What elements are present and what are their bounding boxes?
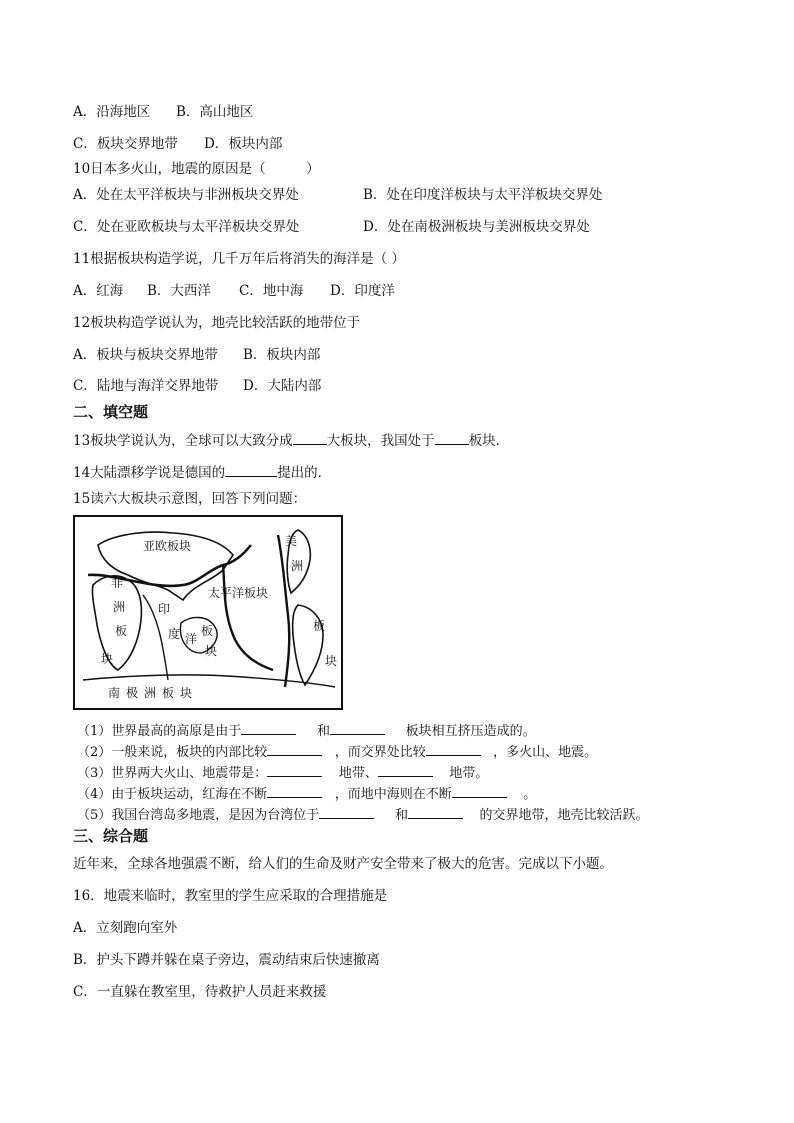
label-indian-1: 印 <box>158 602 171 616</box>
q9-option-c: C．板块交界地带 <box>73 136 178 152</box>
label-africa-1: 非 <box>111 576 124 590</box>
label-america-1: 美 <box>285 534 298 548</box>
label-africa-2: 洲 <box>113 600 126 614</box>
q12-stem: 12板块构造学说认为，地壳比较活跃的地带位于 <box>73 315 361 331</box>
label-africa-4: 块 <box>101 652 114 666</box>
q9-options-row-1 <box>73 103 253 121</box>
q10-options-row-1 <box>73 186 602 204</box>
q14-blank[interactable] <box>225 464 277 477</box>
q16-stem: 16．地震来临时，教室里的学生应采取的合理措施是 <box>73 888 388 904</box>
q10-option-b: B．处在印度洋板块与太平洋板块交界处 <box>363 187 603 203</box>
q13-text: 13板块学说认为，全球可以大致分成 大板块，我国处于 板块． <box>73 433 510 449</box>
q12-options-row-2 <box>73 377 321 395</box>
q15-sub2-blank-1[interactable] <box>267 743 322 756</box>
q11-options <box>73 282 395 300</box>
section3-intro: 近年来，全球各地强震不断，给人们的生命及财产安全带来了极大的危害。完成以下小题。 <box>73 856 613 872</box>
q16-option-c: C．一直躲在教室里，待救护人员赶来救援 <box>73 984 327 1000</box>
q15-sub3-blank-1[interactable] <box>267 764 322 777</box>
q15-sub5-blank-1[interactable] <box>319 806 374 819</box>
label-indian-3: 洋 <box>185 632 198 646</box>
label-antarctic: 南极洲板块 <box>108 686 199 700</box>
q15-sub1: （1）世界最高的高原是由于 和 板块相互挤压造成的。 <box>77 724 536 739</box>
q10-option-a: A．处在太平洋板块与非洲板块交界处 <box>73 187 299 203</box>
q15-sub5-blank-2[interactable] <box>408 806 463 819</box>
q9-option-a: A．沿海地区 <box>73 104 151 120</box>
q15-sub3: （3）世界两大火山、地震带是： 地带、 地带。 <box>77 766 489 781</box>
label-indian-4: 板 <box>201 624 214 638</box>
label-eurasia: 亚欧板块 <box>143 539 192 553</box>
q12-option-a: A．板块与板块交界地带 <box>73 347 218 363</box>
q10-stem: 10日本多火山，地震的原因是（ ） <box>73 161 320 177</box>
label-indian-2: 度 <box>168 627 181 641</box>
q12-options-row-1 <box>73 346 320 364</box>
q10-options-row-2 <box>73 218 590 236</box>
q15-sub4-blank-1[interactable] <box>267 785 322 798</box>
q10-option-d: D．处在南极洲板块与美洲板块交界处 <box>363 219 590 235</box>
q15-sub4: （4）由于板块运动，红海在不断 ，而地中海则在不断 。 <box>77 787 537 802</box>
q9-option-b: B．高山地区 <box>176 104 254 120</box>
plate-map <box>73 515 343 710</box>
label-pacific: 太平洋板块 <box>208 586 269 600</box>
q12-option-c: C．陆地与海洋交界地带 <box>73 378 219 394</box>
q15-sub1-blank-2[interactable] <box>330 722 385 735</box>
q15-sub1-blank-1[interactable] <box>241 722 296 735</box>
q13-blank-1[interactable] <box>293 432 327 445</box>
q13-blank-2[interactable] <box>435 432 469 445</box>
q11-option-c: C．地中海 <box>239 283 304 299</box>
q15-sub3-blank-2[interactable] <box>378 764 433 777</box>
q11-stem: 11根据板块构造学说，几千万年后将消失的海洋是（ ） <box>73 251 405 267</box>
label-america-4: 块 <box>325 654 338 668</box>
q14-text: 14大陆漂移学说是德国的 提出的． <box>73 465 332 481</box>
q15-sub2-blank-2[interactable] <box>426 743 481 756</box>
label-africa-3: 板 <box>115 624 128 638</box>
q12-option-d: D．大陆内部 <box>243 378 322 394</box>
q11-option-d: D．印度洋 <box>330 283 395 299</box>
q11-option-b: B．大西洋 <box>147 283 211 299</box>
section-title-comprehensive: 三、综合题 <box>73 827 149 845</box>
q15-stem: 15读六大板块示意图，回答下列问题： <box>73 491 307 507</box>
q11-option-a: A．红海 <box>73 283 124 299</box>
q12-option-b: B．板块内部 <box>243 347 321 363</box>
q16-option-b: B．护头下蹲并躲在桌子旁边，震动结束后快速撤离 <box>73 952 380 968</box>
q16-option-a: A．立刻跑向室外 <box>73 920 178 936</box>
label-america-2: 洲 <box>291 559 304 573</box>
label-america-3: 板 <box>313 619 326 633</box>
q15-sub2: （2）一般来说，板块的内部比较 ，而交界处比较 ，多火山、地震。 <box>77 745 598 760</box>
q9-options-row-2 <box>73 135 282 153</box>
section-title-fill-blank: 二、填空题 <box>73 403 149 421</box>
q15-sub4-blank-2[interactable] <box>452 785 507 798</box>
q9-option-d: D．板块内部 <box>204 136 283 152</box>
q10-option-c: C．处在亚欧板块与太平洋板块交界处 <box>73 219 300 235</box>
label-indian-5: 块 <box>205 644 218 658</box>
q15-sub5: （5）我国台湾岛多地震，是因为台湾位于 和 的交界地带，地壳比较活跃。 <box>77 808 649 823</box>
